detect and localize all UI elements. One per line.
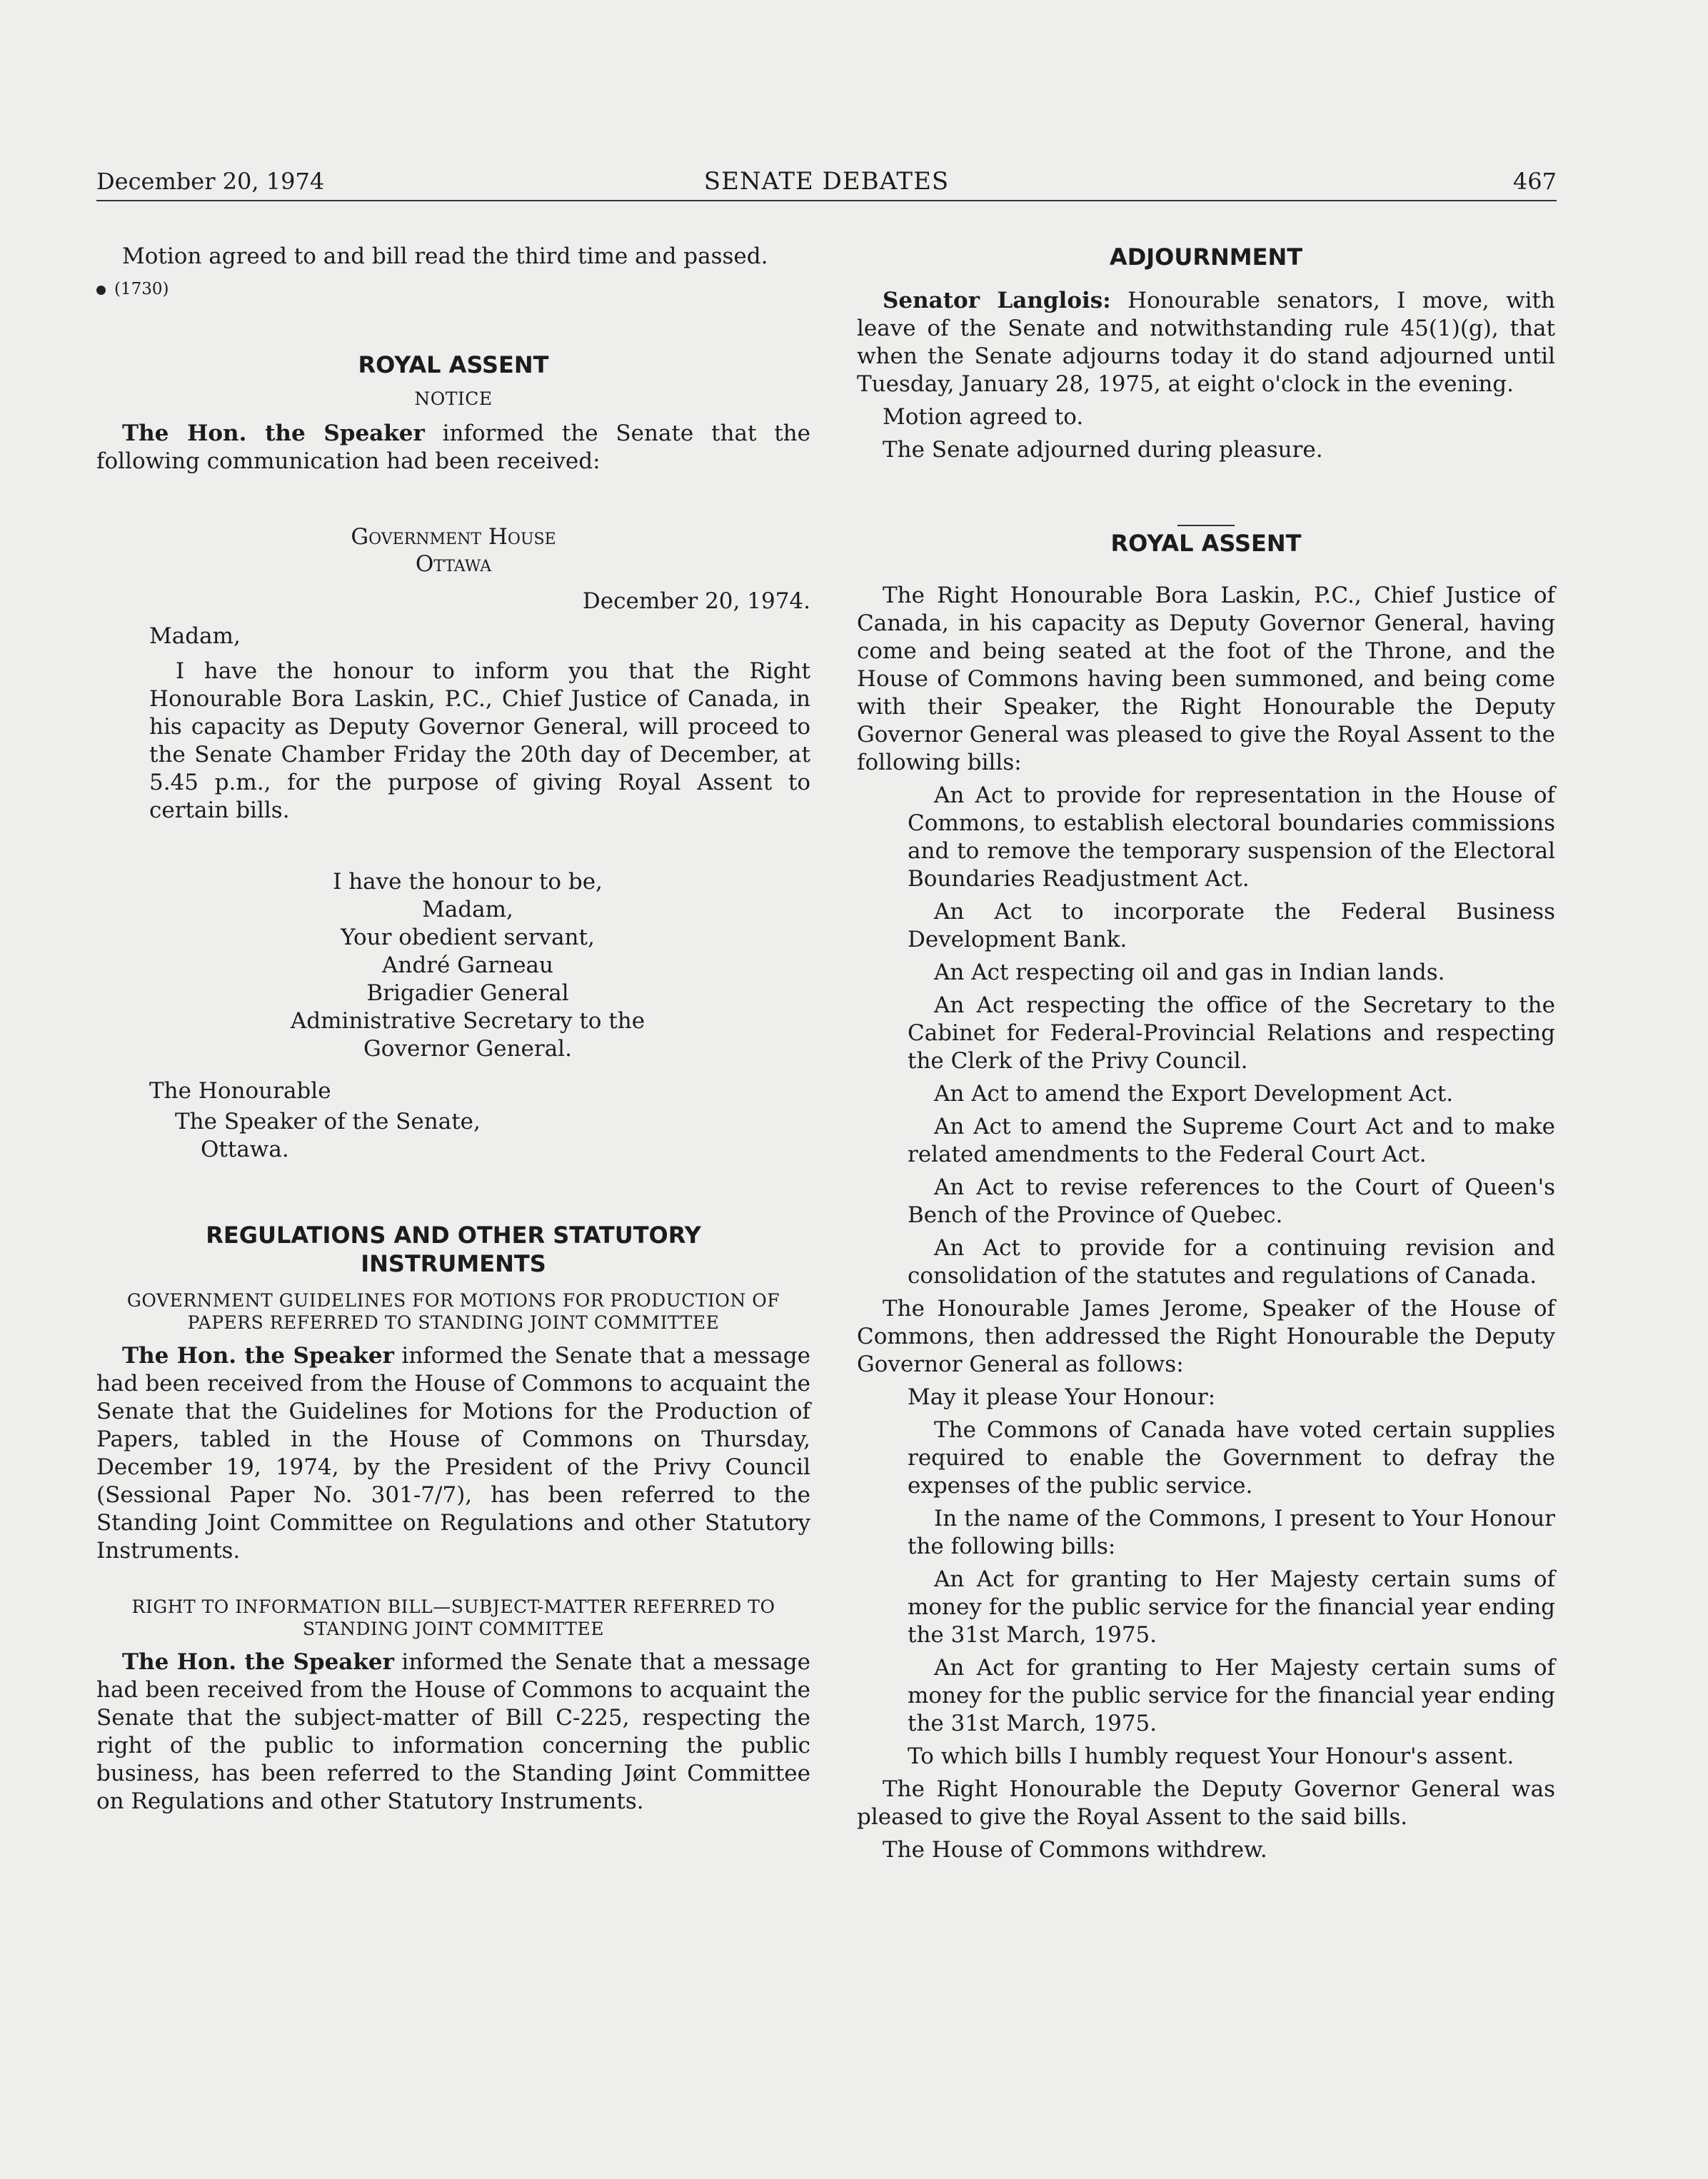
bill-item: An Act to provide for a continuing revision and consolidation of the statutes and regulations of Canada. (908, 1235, 1555, 1289)
addressee-line-3: Ottawa. (201, 1137, 289, 1162)
guidelines-paragraph: The Hon. the Speaker informed the Senate that a message had been received from the House of Commons to acquaint the Senate that the Guidelines for Motions for the Production of Papers, tabled in the House of Commons on Thursday, December 19, 1974, by the President of the Privy Council (Sessional Paper No. 301-7/7), has been referred to the Standing Joint Committee on Regulations and other Statutory Instruments. (96, 1343, 810, 1564)
closing-line: Your obedient servant, (341, 925, 595, 950)
humbly-request-paragraph: To which bills I humbly request Your Honour's assent. (908, 1743, 1514, 1769)
closing-line: André Garneau (381, 952, 554, 978)
letter-place-2: Ottawa (415, 551, 492, 577)
header-title: SENATE DEBATES (703, 167, 950, 196)
bill-item: An Act to revise references to the Court of Queen's Bench of the Province of Quebec. (908, 1174, 1555, 1228)
addressee-line-1: The Honourable (149, 1078, 331, 1104)
adjourned-pleasure-text: The Senate adjourned during pleasure. (883, 437, 1323, 463)
supply-bill-item: An Act for granting to Her Majesty certain sums of money for the public service for the financial year ending the 31st March, 1975. (908, 1655, 1555, 1736)
closing-line: Administrative Secretary to the (290, 1008, 645, 1034)
header-date: December 20, 1974 (96, 168, 325, 195)
motion-passed-text: Motion agreed to and bill read the third time and passed. (122, 243, 768, 269)
letter-place-1: Government House (351, 524, 556, 550)
speaker-name: The Hon. the Speaker (122, 421, 425, 446)
closing-line: Madam, (422, 897, 513, 922)
bill-item: An Act to incorporate the Federal Business Development Bank. (908, 899, 1555, 952)
right-column (857, 243, 1555, 1869)
right-to-information-subheading: RIGHT TO INFORMATION BILL—SUBJECT-MATTER REFERRED TO STANDING JOINT COMMITTEE (131, 1596, 775, 1639)
notice-heading: NOTICE (414, 388, 493, 409)
royal-assent-heading-right: ROYAL ASSENT (1110, 530, 1302, 557)
royal-assent-heading: ROYAL ASSENT (358, 351, 549, 378)
bill-item: An Act to amend the Supreme Court Act and to make related amendments to the Federal Court Act. (908, 1114, 1555, 1167)
closing-line: Governor General. (363, 1036, 572, 1062)
guidelines-subheading: GOVERNMENT GUIDELINES FOR MOTIONS FOR PRODUCTION OF PAPERS REFERRED TO STANDING JOINT COMMITTEE (126, 1290, 780, 1333)
speaker-name: The Hon. the Speaker (122, 1343, 394, 1369)
section-divider (1177, 525, 1235, 526)
addressee-line-2: The Speaker of the Senate, (175, 1109, 481, 1134)
letter-closing (96, 868, 810, 1063)
laskin-paragraph: The Right Honourable Bora Laskin, P.C., Chief Justice of Canada, in his capacity as Deputy Governor General, having come and being seated at the foot of the Throne, and the House of Commons having been summoned, and being come with their Speaker, the Right Honourable the Deputy Governor General was pleased to give the Royal Assent to the following bills: (857, 583, 1555, 775)
senator-name: Senator Langlois: (883, 288, 1111, 313)
letter-salutation: Madam, (149, 623, 241, 649)
bill-item: An Act to amend the Export Development Act. (934, 1081, 1454, 1107)
regulations-heading: REGULATIONS AND OTHER STATUTORY INSTRUMENTS (206, 1222, 701, 1277)
jerome-paragraph: The Honourable James Jerome, Speaker of the House of Commons, then addressed the Right Honourable the Deputy Governor General as follows: (857, 1296, 1555, 1377)
may-it-please-text: May it please Your Honour: (908, 1384, 1216, 1410)
supply-bill-item: An Act for granting to Her Majesty certain sums of money for the public service for the financial year ending the 31st March, 1975. (908, 1566, 1555, 1648)
motion-agreed-text: Motion agreed to. (883, 404, 1084, 430)
bill-item: An Act respecting the office of the Secretary to the Cabinet for Federal-Provincial Relations and respecting the Clerk of the Privy Council. (908, 992, 1555, 1074)
letter-date: December 20, 1974. (582, 588, 810, 614)
in-the-name-paragraph: In the name of the Commons, I present to Your Honour the following bills: (908, 1506, 1555, 1559)
deputy-pleased-paragraph: The Right Honourable the Deputy Governor General was pleased to give the Royal Assent to the said bills. (857, 1776, 1555, 1830)
letter-body: I have the honour to inform you that the Right Honourable Bora Laskin, P.C., Chief Justice of Canada, in his capacity as Deputy Governor General, will proceed to the Senate Chamber Friday the 20th day of December, at 5.45 p.m., for the purpose of giving Royal Assent to certain bills. (149, 658, 810, 823)
adjournment-heading: ADJOURNMENT (1109, 243, 1303, 271)
bullet-icon (96, 286, 106, 295)
commons-voted-paragraph: The Commons of Canada have voted certain supplies required to enable the Government to defray the expenses of the public service. (908, 1417, 1555, 1499)
right-to-information-paragraph: The Hon. the Speaker informed the Senate that a message had been received from the House of Commons to acquaint the Senate that the subject-matter of Bill C-225, respecting the right of the public to information concerning the public business, has been referred to the Standing Jøint Committee on Regulations and other Statutory Instruments. (96, 1649, 810, 1814)
left-column (96, 243, 810, 1821)
bill-item: An Act respecting oil and gas in Indian lands. (934, 960, 1445, 985)
commons-withdrew-text: The House of Commons withdrew. (883, 1837, 1267, 1863)
closing-line: Brigadier General (366, 980, 569, 1006)
speaker-name: The Hon. the Speaker (122, 1649, 394, 1675)
closing-line: I have the honour to be, (333, 869, 603, 895)
time-marker-text: (1730) (114, 280, 169, 298)
speaker-notice-paragraph: The Hon. the Speaker informed the Senate that the following communication had been received: (96, 421, 810, 474)
page-number: 467 (1512, 168, 1557, 195)
time-marker (96, 276, 810, 303)
langlois-motion-paragraph: Senator Langlois: Honourable senators, I move, with leave of the Senate and notwithstanding rule 45(1)(g), that when the Senate adjourns today it do stand adjourned until Tuesday, January 28, 1975, at eight o'clock in the evening. (857, 288, 1555, 397)
bill-item: An Act to provide for representation in the House of Commons, to establish electoral boundaries commissions and to remove the temporary suspension of the Electoral Boundaries Readjustment Act. (908, 782, 1555, 892)
page-header (96, 166, 1557, 201)
